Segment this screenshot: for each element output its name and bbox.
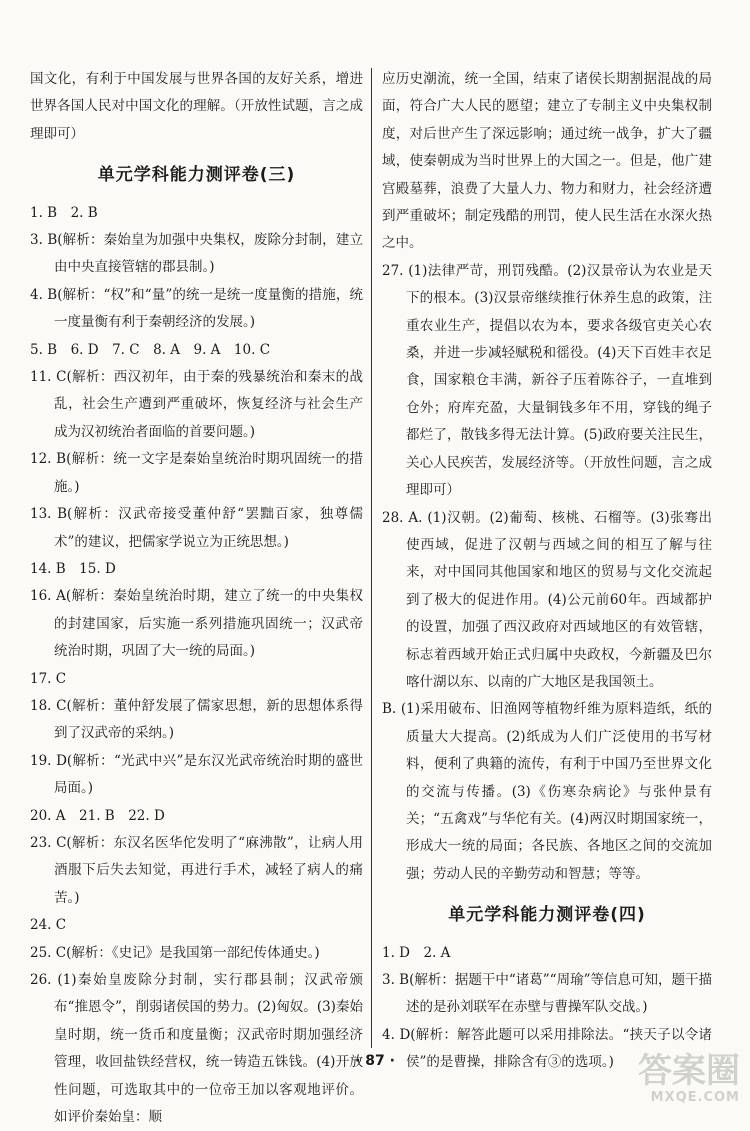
- answer-item: 24. C: [30, 917, 67, 934]
- answer-item: 26. (1)秦始皇废除分封制，实行郡县制；汉武帝颁布“推恩令”，削弱诸侯国的势力。(2)匈奴。(3)秦始皇时期，统一货币和度量衡；汉武帝时期加强经济管理，收回盐铁经营权，统一铸造五铢钱。(4)开放性问题，可选取其中的一位帝王加以客观地评价。如评价秦始皇：顺: [30, 972, 363, 1126]
- watermark-logo: [590, 1052, 740, 1108]
- answer-item: 3. B(解析：据题干中“诸葛”“周瑜”等信息可知，题干描述的是孙刘联军在赤壁与曹操军队交战。): [382, 972, 712, 1016]
- answer-item: 5. B 6. D 7. C 8. A 9. A 10. C: [30, 341, 271, 358]
- answer-item: 17. C: [30, 670, 67, 687]
- answer-item: 16. A(解析：秦始皇统治时期，建立了统一的中央集权的封建国家，后实施一系列措施巩固统一；汉武帝统治时期，巩固了大一统的局面。): [30, 588, 363, 660]
- answer-item: 13. B(解析：汉武帝接受董仲舒“罢黜百家，独尊儒术”的建议，把儒家学说立为正统思想。): [30, 506, 363, 550]
- answer-item: 4. D(解析：解答此题可以采用排除法。“挟天子以令诸侯”的是曹操，排除含有③的选项。): [382, 1026, 712, 1071]
- answer-item: 23. C(解析：东汉名医华佗发明了“麻沸散”，让病人用酒服下后失去知觉，再进行手术，减轻了病人的痛苦。): [30, 834, 363, 906]
- answer-item: 1. D 2. A: [382, 944, 451, 961]
- answer-item-27: 27. (1)法律严苛，刑罚残酷。(2)汉景帝认为农业是天下的根本。(3)汉景帝继续推行休养生息的政策，注重农业生产，提倡以农为本，要求各级官吏关心农桑，并进一步减轻赋税和徭役。(4)天下百姓丰衣足食，国家粮仓丰满，新谷子压着陈谷子，一直堆到仓外；府库充盈，大量铜钱多年不用，穿钱的绳子都烂了，散钱多得无法计算。(5)政府要关注民生，关心人民疾苦，发展经济等。（开放性问题，言之成理即可）: [382, 262, 712, 499]
- column-divider: [371, 68, 372, 1048]
- right-column: [382, 66, 712, 1077]
- answer-item: 20. A 21. B 22. D: [30, 807, 165, 824]
- intro-paragraph: 国文化，有利于中国发展与世界各国的友好关系，增进世界各国人民对中国文化的理解。（开放性试题，言之成理即可）: [30, 71, 363, 142]
- answer-item-28b: B. (1)采用破布、旧渔网等植物纤维为原料造纸，纸的质量大大提高。(2)纸成为人们广泛使用的书写材料，便利了典籍的流传，有利于中国乃至世界文化的交流与传播。(3)《伤寒杂病论》与张仲景有关；“五禽戏”与华佗有关。(4)两汉时期国家统一，形成大一统的局面；各民族、各地区之间的交流加强；劳动人民的辛勤劳动和智慧；等等。: [382, 701, 712, 882]
- answer-item: 4. B(解析：“权”和“量”的统一是统一度量衡的措施，统一度量衡有利于秦朝经济的发展。): [30, 286, 363, 331]
- answer-item-28a: 28. A. (1)汉朝。(2)葡萄、核桃、石榴等。(3)张骞出使西域，促进了汉朝与西域之间的相互了解与往来，对中国同其他国家和地区的贸易与文化交流起到了极大的促进作用。(4)公元前60年。西域都护的设置，加强了西汉政府对西域地区的有效管辖，标志着西域开始正式归属中央政权，今新疆及巴尔喀什湖以东、以南的广大地区是我国领土。: [382, 509, 712, 690]
- answer-item: 1. B 2. B: [30, 204, 98, 221]
- watermark-text: 答案圈: [638, 1051, 740, 1091]
- answer-item: 25. C(解析：《史记》是我国第一部纪传体通史。): [30, 944, 320, 961]
- answer-item: 12. B(解析：统一文字是秦始皇统治时期巩固统一的措施。): [30, 451, 363, 495]
- answer-item: 19. D(解析：“光武中兴”是东汉光武帝统治时期的盛世局面。): [30, 752, 363, 797]
- answer-item: 14. B 15. D: [30, 560, 116, 577]
- answer-item: 18. C(解析：董仲舒发展了儒家思想，新的思想体系得到了汉武帝的采纳。): [30, 697, 363, 742]
- watermark-url: MXQE.COM: [650, 1090, 740, 1105]
- answer-item: 3. B(解析：秦始皇为加强中央集权，废除分封制，建立由中央直接管辖的郡县制。): [30, 232, 363, 276]
- answer-item: 11. C(解析：西汉初年，由于秦的残暴统治和秦末的战乱，社会生产遭到严重破坏，恢复经济与社会生产成为汉初统治者面临的首要问题。): [30, 369, 363, 440]
- answer-26-continued: 应历史潮流，统一全国，结束了诸侯长期割据混战的局面，符合广大人民的愿望；建立了专制主义中央集权制度，对后世产生了深远影响；通过统一战争，扩大了疆域，使秦朝成为当时世界上的大国之一。但是，他广建宫殿墓葬，浪费了大量人力、物力和财力，社会经济遭到严重破坏；制定残酷的刑罚，使人民生活在水深火热之中。: [382, 71, 712, 252]
- section-4-title: 单元学科能力测评卷(四): [448, 905, 646, 926]
- section-3-title: 单元学科能力测评卷(三): [97, 165, 296, 186]
- page-number: · 87 ·: [355, 1053, 395, 1069]
- left-column: [30, 66, 363, 1131]
